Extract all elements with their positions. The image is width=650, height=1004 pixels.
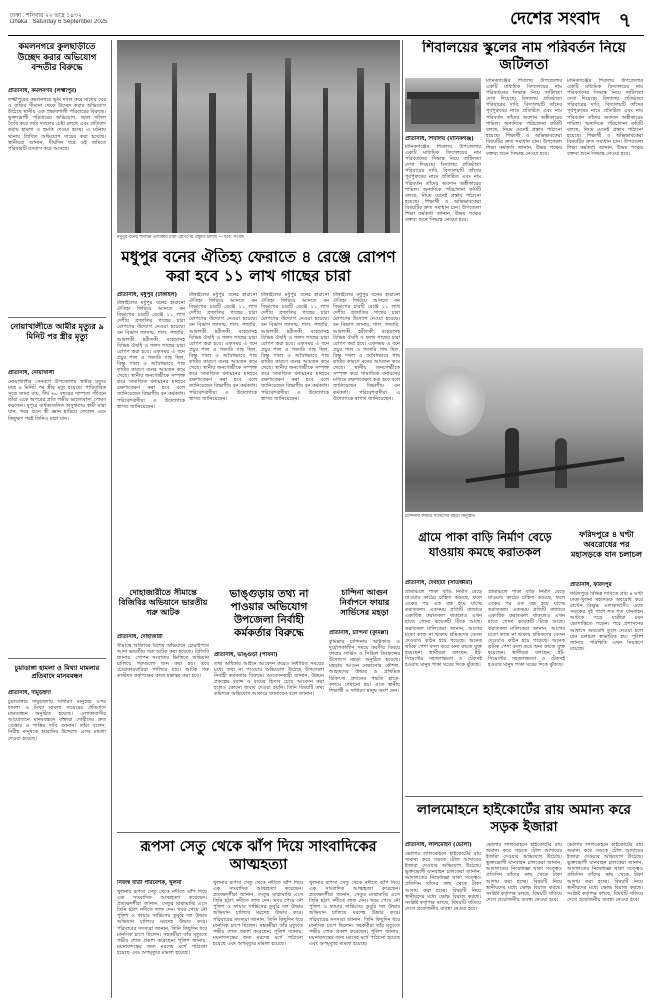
body-col-3: মানিকগঞ্জের শিবালয় উপজেলার একটি মাধ্যমিক বিদ্যালয়ের নাম পরিবর্তনের সিদ্ধান্ত নিয়ে জটিলতা দেখা দিয়েছে। বিদ্যালয় প্রতিষ্ঠাতা পরিবারের দাবি, বিদ্যালয়টি তাঁদের পূর্বপুরুষের নামে প্রতিষ্ঠিত এবং নাম পরিবর্তন তাঁদের অবদান অস্বীকারের শামিল। অন্যদিকে পরিচালনা কমিটি বলছে, নিয়ম মেনেই প্রস্তাব পাঠানো হয়েছে। শিক্ষার্থী ও অভিভাবকেরা বিষয়টির দ্রুত সমাধান চান। উপজেলা শিক্ষা কর্মকর্তা জানান, উভয় পক্ষের বক্তব্য শুনে সিদ্ধান্ত নেওয়া হবে। <box>567 78 643 158</box>
headline: ফরিদপুরে ৪ ঘণ্টা অবরোধের পর মহাসড়কে যান চলাচল <box>571 530 642 559</box>
body: চুয়াডাঙ্গার দামুড়হুদায় সাধারণ মানুষের ওপর হামলা ও মিথ্যা মামলা দায়েরের প্রতিবাদে মানববন্ধন অনুষ্ঠিত হয়েছে। এলাকাবাসীর আয়োজনে মানববন্ধনে বক্তারা দোষীদের দ্রুত গ্রেপ্তার ও শাস্তির দাবি জানান। তাঁরা বলেন, নিরীহ মানুষকে হয়রানির উদ্দেশ্যে এসব মামলা দেওয়া হয়েছে। <box>8 699 106 742</box>
masthead-rule <box>8 35 644 36</box>
body-col-2: খুলনার রূপসা সেতু থেকে নদীতে ঝাঁপ দিয়ে এক সাংবাদিক আত্মহত্যা করেছেন। প্রত্যক্ষদর্শীরা জানান, সেতুর মাঝামাঝি এসে তিনি হঠাৎ নদীতে লাফ দেন। খবর পেয়ে নৌ পুলিশ ও ফায়ার সার্ভিসের ডুবুরি দল উদ্ধার অভিযান চালিয়ে মরদেহ উদ্ধার করে। পরিবারের সদস্যরা জানান, তিনি কিছুদিন ধরে মানসিক চাপে ছিলেন। সহকর্মীরা তাঁর মৃত্যুতে গভীর শোক প্রকাশ করেছেন। পুলিশ জানায়, ময়নাতদন্তের জন্য মরদেহ মর্গে পাঠানো হয়েছে এবং অপমৃত্যুর মামলা হয়েছে। <box>213 880 303 947</box>
body: লক্ষ্মীপুরের কমলনগরে ভূমি দখল করে মাছের ঘের ও বাড়ির সীমানা থেকে উচ্ছেদ করার অভিযোগ উঠেছে স্থানীয় এক প্রভাবশালী পরিবারের বিরুদ্ধে। ভুক্তভোগী পরিবারের অভিযোগ, জাল দলিল তৈরি করে জমি দখলের চেষ্টা চলছে এবং প্রতিবাদ করায় হামলা ও হুমকি দেওয়া হচ্ছে। এ ঘটনায় থানায় লিখিত অভিযোগ দায়ের করা হয়েছে। স্থানীয়রা জানান, দীর্ঘদিন ধরে ওই জমিতে পরিবারটি বসবাস করে আসছে। <box>8 97 106 152</box>
body-col-4: টাঙ্গাইলের মধুপুর বনের হারানো ঐতিহ্য ফিরিয়ে আনতে বন বিভাগের চারটি রেঞ্জে ১১ লাখ দেশীয় প্রজাতির গাছের চারা রোপণের উদ্যোগ নেওয়া হয়েছে। বন বিভাগ জানায়, শাল, গজারি, আমলকী, হরীতকী, বহেড়াসহ বিভিন্ন ঔষধি ও ফলদ গাছের চারা রোপণ করা হবে। একসময় এ বনে প্রচুর শাল ও গজারি গাছ ছিল, কিন্তু দখল ও অবৈধভাবে গাছ কাটার কারণে বনের আয়তন কমে গেছে। স্থানীয় জনগোষ্ঠীকে সম্পৃক্ত করে সামাজিক বনায়নের মাধ্যমে রক্ষণাবেক্ষণ করা হবে বলে জানিয়েছেন বিভাগীয় বন কর্মকর্তা। পরিবেশবাদীরা এ উদ্যোগকে স্বাগত জানিয়েছেন। <box>333 292 400 402</box>
headline: চুয়াডাঙ্গা হামলা ও মিথ্যা মামলার প্রতিবাদে মানববন্ধন <box>14 664 100 681</box>
tree <box>385 83 390 233</box>
tree <box>209 93 216 233</box>
body-col-3: টাঙ্গাইলের মধুপুর বনের হারানো ঐতিহ্য ফিরিয়ে আনতে বন বিভাগের চারটি রেঞ্জে ১১ লাখ দেশীয় প্রজাতির গাছের চারা রোপণের উদ্যোগ নেওয়া হয়েছে। বন বিভাগ জানায়, শাল, গজারি, আমলকী, হরীতকী, বহেড়াসহ বিভিন্ন ঔষধি ও ফলদ গাছের চারা রোপণ করা হবে। একসময় এ বনে প্রচুর শাল ও গজারি গাছ ছিল, কিন্তু দখল ও অবৈধভাবে গাছ কাটার কারণে বনের আয়তন কমে গেছে। স্থানীয় জনগোষ্ঠীকে সম্পৃক্ত করে সামাজিক বনায়নের মাধ্যমে রক্ষণাবেক্ষণ করা হবে বলে জানিয়েছেন বিভাগীয় বন কর্মকর্তা। পরিবেশবাদীরা এ উদ্যোগকে স্বাগত জানিয়েছেন। <box>261 292 329 402</box>
madhupur-caption: মধুপুর বনের শালবন এলাকায় চারা রোপণের প্রস্তুতি চলছে — ছবি: সংবাদ <box>117 235 245 240</box>
story-madhupur <box>117 248 400 583</box>
hose <box>466 457 625 483</box>
dateline: প্রতিনিধি, নোয়াখালী <box>8 370 55 376</box>
headline: নোয়াখালীতে আমীর মৃত্যুর ৯ মিনিট পর স্ত্রীর মৃত্যু <box>10 322 104 341</box>
divider <box>8 658 106 659</box>
firefighter <box>555 438 567 488</box>
foliage <box>117 40 400 100</box>
column-rule <box>402 40 403 998</box>
headline: কমলনগরে কুলছাড়ীতে উচ্ছেদ করার অভিযোগ বন্দতীর বিরুদ্ধে <box>17 42 97 73</box>
body-col-1: খুলনার রূপসা সেতু থেকে নদীতে ঝাঁপ দিয়ে এক সাংবাদিক আত্মহত্যা করেছেন। প্রত্যক্ষদর্শীরা জানান, সেতুর মাঝামাঝি এসে তিনি হঠাৎ নদীতে লাফ দেন। খবর পেয়ে নৌ পুলিশ ও ফায়ার সার্ভিসের ডুবুরি দল উদ্ধার অভিযান চালিয়ে মরদেহ উদ্ধার করে। পরিবারের সদস্যরা জানান, তিনি কিছুদিন ধরে মানসিক চাপে ছিলেন। সহকর্মীরা তাঁর মৃত্যুতে গভীর শোক প্রকাশ করেছেন। পুলিশ জানায়, ময়নাতদন্তের জন্য মরদেহ মর্গে পাঠানো হয়েছে এবং অপমৃত্যুর মামলা হয়েছে। <box>117 889 207 956</box>
divider <box>405 796 643 797</box>
dateline: প্রতিনিধি, মধুপুর (টাঙ্গাইল) <box>117 292 177 298</box>
body-col-3: ভোলার লালমোহনে হাইকোর্টের রায় অমান্য করে সড়কে টোল আদায়ের ইজারা দেওয়ার অভিযোগ উঠেছে। ভুক্তভোগী যানবাহন চালকেরা জানান, আদালতের নিষেধাজ্ঞা থাকা সত্ত্বেও প্রতিদিন তাঁদের কাছ থেকে টাকা আদায় করা হচ্ছে। বিষয়টি নিয়ে স্থানীয়দের মধ্যে ক্ষোভ বিরাজ করছে। সংশ্লিষ্ট কর্তৃপক্ষ বলছে, বিষয়টি খতিয়ে দেখে প্রয়োজনীয় ব্যবস্থা নেওয়া হবে। <box>567 842 643 903</box>
firefighter <box>505 428 519 488</box>
story-noakhali <box>8 322 106 655</box>
water-spray <box>425 366 485 436</box>
story-village-housing <box>405 530 565 740</box>
body-col-1: গ্রামাঞ্চলে পাকা বাড়ি নির্মাণ বেড়ে যাওয়ায় কাঠের চাহিদা কমেছে, ফলে একের পর এক বন্ধ হয়ে যাচ্ছে করাতকল। একসময় প্রতিটি বাজারে একাধিক করাতকল থাকলেও এখন হাতে গোনা কয়েকটি টিকে আছে। করাতকল মালিকেরা জানান, আগের মতো কাজ না থাকায় শ্রমিকদের বেতন দেওয়াও কঠিন হয়ে পড়েছে। অনেক শ্রমিক পেশা বদল করে অন্য কাজে যুক্ত হয়েছেন। স্থানীয়রা বলছেন, ইট-সিমেন্টের সহজলভ্যতা ও টেকসই হওয়ায় মানুষ পাকা ঘরের দিকে ঝুঁকছে। <box>405 589 482 669</box>
dateline: প্রতিনিধি, ফরিদপুর <box>570 582 612 588</box>
body-col-3: খুলনার রূপসা সেতু থেকে নদীতে ঝাঁপ দিয়ে এক সাংবাদিক আত্মহত্যা করেছেন। প্রত্যক্ষদর্শীরা জানান, সেতুর মাঝামাঝি এসে তিনি হঠাৎ নদীতে লাফ দেন। খবর পেয়ে নৌ পুলিশ ও ফায়ার সার্ভিসের ডুবুরি দল উদ্ধার অভিযান চালিয়ে মরদেহ উদ্ধার করে। পরিবারের সদস্যরা জানান, তিনি কিছুদিন ধরে মানসিক চাপে ছিলেন। সহকর্মীরা তাঁর মৃত্যুতে গভীর শোক প্রকাশ করেছেন। পুলিশ জানায়, ময়নাতদন্তের জন্য মরদেহ মর্গে পাঠানো হয়েছে এবং অপমৃত্যুর মামলা হয়েছে। <box>309 880 400 947</box>
body-col-1: ভোলার লালমোহনে হাইকোর্টের রায় অমান্য করে সড়কে টোল আদায়ের ইজারা দেওয়ার অভিযোগ উঠেছে। ভুক্তভোগী যানবাহন চালকেরা জানান, আদালতের নিষেধাজ্ঞা থাকা সত্ত্বেও প্রতিদিন তাঁদের কাছ থেকে টাকা আদায় করা হচ্ছে। বিষয়টি নিয়ে স্থানীয়দের মধ্যে ক্ষোভ বিরাজ করছে। সংশ্লিষ্ট কর্তৃপক্ষ বলছে, বিষয়টি খতিয়ে দেখে প্রয়োজনীয় ব্যবস্থা নেওয়া হবে। <box>405 851 481 912</box>
divider <box>8 317 106 318</box>
body-col-2: মানিকগঞ্জের শিবালয় উপজেলার একটি মাধ্যমিক বিদ্যালয়ের নাম পরিবর্তনের সিদ্ধান্ত নিয়ে জটিলতা দেখা দিয়েছে। বিদ্যালয় প্রতিষ্ঠাতা পরিবারের দাবি, বিদ্যালয়টি তাঁদের পূর্বপুরুষের নামে প্রতিষ্ঠিত এবং নাম পরিবর্তন তাঁদের অবদান অস্বীকারের শামিল। অন্যদিকে পরিচালনা কমিটি বলছে, নিয়ম মেনেই প্রস্তাব পাঠানো হয়েছে। শিক্ষার্থী ও অভিভাবকেরা বিষয়টির দ্রুত সমাধান চান। উপজেলা শিক্ষা কর্মকর্তা জানান, উভয় পক্ষের বক্তব্য শুনে সিদ্ধান্ত নেওয়া হবে। <box>486 78 562 158</box>
body: সীমান্তে বিজিবির বিশেষ অভিযানে চোরাইপথে আনা ভারতীয় গরু আটক করা হয়েছে। বিজিবি জানায়, গোপন সংবাদের ভিত্তিতে অভিযান চালিয়ে গরুগুলো জব্দ করা হয়। তবে চোরাকারবারিরা পালিয়ে যায়। আটক গরু কাস্টমস কর্তৃপক্ষের কাছে হস্তান্তর করা হবে। <box>117 643 209 680</box>
story-faridpur <box>570 530 643 790</box>
dateline: প্রতিনিধি, লালমোহন (ভোলা) <box>405 842 472 848</box>
dateline: প্রতিনিধি, ভাঙ্গুড়া (পাবনা) <box>214 652 278 658</box>
story-border-cattle <box>117 588 209 818</box>
dateline: প্রতিনিধি, চান্দিনা (কুমিল্লা) <box>329 630 389 636</box>
headline: মধুপুর বনের ঐতিহ্য ফেরাতে ৪ রেঞ্জে রোপণ করা হবে ১১ লাখ গাছের চারা <box>121 248 396 285</box>
dateline: প্রতিনিধি, দেবহাটা (সাতক্ষীরা) <box>405 580 473 586</box>
story-lalmohan <box>405 802 643 998</box>
dateline: প্রতিনিধি, দামুড়হুদা <box>8 690 51 696</box>
headline: ভাঙ্গুড়ায় তথ্য না পাওয়ার অভিযোগ উপজেলা নির্বাহী কর্মকর্তার বিরুদ্ধে <box>229 588 309 639</box>
madhupur-photo <box>117 40 400 233</box>
masthead <box>8 6 644 34</box>
headline: রূপসা সেতু থেকে ঝাঁপ দিয়ে সাংবাদিকের আত্মহত্যা <box>140 839 377 873</box>
story-fire-service <box>329 588 400 728</box>
dateline: প্রতিনিধি, কমলনগর (লক্ষ্মীপুর) <box>8 88 77 94</box>
body-col-1: টাঙ্গাইলের মধুপুর বনের হারানো ঐতিহ্য ফিরিয়ে আনতে বন বিভাগের চারটি রেঞ্জে ১১ লাখ দেশীয় প্রজাতির গাছের চারা রোপণের উদ্যোগ নেওয়া হয়েছে। বন বিভাগ জানায়, শাল, গজারি, আমলকী, হরীতকী, বহেড়াসহ বিভিন্ন ঔষধি ও ফলদ গাছের চারা রোপণ করা হবে। একসময় এ বনে প্রচুর শাল ও গজারি গাছ ছিল, কিন্তু দখল ও অবৈধভাবে গাছ কাটার কারণে বনের আয়তন কমে গেছে। স্থানীয় জনগোষ্ঠীকে সম্পৃক্ত করে সামাজিক বনায়নের মাধ্যমে রক্ষণাবেক্ষণ করা হবে বলে জানিয়েছেন বিভাগীয় বন কর্মকর্তা। পরিবেশবাদীরা এ উদ্যোগকে স্বাগত জানিয়েছেন। <box>117 300 185 410</box>
school-building <box>411 98 475 124</box>
school-photo <box>405 78 481 132</box>
story-election-officer <box>214 588 324 828</box>
fire-service-photo <box>405 348 643 512</box>
fire-service-caption: চান্দিনায় ফায়ার সার্ভিসের মহড়া অনুষ্ঠিত <box>405 514 476 519</box>
body-col-2: ভোলার লালমোহনে হাইকোর্টের রায় অমান্য করে সড়কে টোল আদায়ের ইজারা দেওয়ার অভিযোগ উঠেছে। ভুক্তভোগী যানবাহন চালকেরা জানান, আদালতের নিষেধাজ্ঞা থাকা সত্ত্বেও প্রতিদিন তাঁদের কাছ থেকে টাকা আদায় করা হচ্ছে। বিষয়টি নিয়ে স্থানীয়দের মধ্যে ক্ষোভ বিরাজ করছে। সংশ্লিষ্ট কর্তৃপক্ষ বলছে, বিষয়টি খতিয়ে দেখে প্রয়োজনীয় ব্যবস্থা নেওয়া হবে। <box>486 842 562 903</box>
headline: গ্রামে পাকা বাড়ি নির্মাণ বেড়ে যাওয়ায় কমছে করাতকল <box>418 530 552 559</box>
body-col-2: গ্রামাঞ্চলে পাকা বাড়ি নির্মাণ বেড়ে যাওয়ায় কাঠের চাহিদা কমেছে, ফলে একের পর এক বন্ধ হয়ে যাচ্ছে করাতকল। একসময় প্রতিটি বাজারে একাধিক করাতকল থাকলেও এখন হাতে গোনা কয়েকটি টিকে আছে। করাতকল মালিকেরা জানান, আগের মতো কাজ না থাকায় শ্রমিকদের বেতন দেওয়াও কঠিন হয়ে পড়েছে। অনেক শ্রমিক পেশা বদল করে অন্য কাজে যুক্ত হয়েছেন। স্থানীয়রা বলছেন, ইট-সিমেন্টের সহজলভ্যতা ও টেকসই হওয়ায় মানুষ পাকা ঘরের দিকে ঝুঁকছে। <box>488 589 565 669</box>
body: কুমিল্লার চান্দিনায় অগ্নিকাণ্ড ও দুর্যোগকালীন সময়ে করণীয় বিষয়ে ফায়ার সার্ভিস ও সিভিল ডিফেন্সের উদ্যোগে মহড়া অনুষ্ঠিত হয়েছে। মহড়ায় আগুন নেভানোর কৌশল, আহতদের উদ্ধার ও প্রাথমিক চিকিৎসা প্রদানের পদ্ধতি হাতে-কলমে দেখানো হয়। এতে স্থানীয় শিক্ষার্থী ও সাধারণ মানুষ অংশ নেন। <box>329 639 400 694</box>
masthead-date-bn: ঢাকা : শনিবার ২২ ভাদ্র ১৪৩২ <box>10 13 82 19</box>
body-col-2: টাঙ্গাইলের মধুপুর বনের হারানো ঐতিহ্য ফিরিয়ে আনতে বন বিভাগের চারটি রেঞ্জে ১১ লাখ দেশীয় প্রজাতির গাছের চারা রোপণের উদ্যোগ নেওয়া হয়েছে। বন বিভাগ জানায়, শাল, গজারি, আমলকী, হরীতকী, বহেড়াসহ বিভিন্ন ঔষধি ও ফলদ গাছের চারা রোপণ করা হবে। একসময় এ বনে প্রচুর শাল ও গজারি গাছ ছিল, কিন্তু দখল ও অবৈধভাবে গাছ কাটার কারণে বনের আয়তন কমে গেছে। স্থানীয় জনগোষ্ঠীকে সম্পৃক্ত করে সামাজিক বনায়নের মাধ্যমে রক্ষণাবেক্ষণ করা হবে বলে জানিয়েছেন বিভাগীয় বন কর্মকর্তা। পরিবেশবাদীরা এ উদ্যোগকে স্বাগত জানিয়েছেন। <box>189 292 257 402</box>
body: নোয়াখালীর সেনবাগ উপজেলায় স্বামীর মৃত্যুর মাত্র ৯ মিনিট পর স্ত্রীর মৃত্যু হয়েছে। পারিবারিক সূত্রে জানা যায়, দীর্ঘ ৬০ বছরের দাম্পত্য জীবনে তাঁরা একে অপরের প্রতি গভীর ভালোবাসা পোষণ করতেন। দুপুরে বার্ধক্যজনিত অসুস্থতায় স্বামী মারা যান, খবর শুনে স্ত্রী জ্ঞান হারিয়ে ফেলেন এবং কিছুক্ষণ পরই তিনিও মারা যান। <box>8 379 106 422</box>
story-school-rename <box>405 40 643 342</box>
dateline: নিজস্ব বার্তা পরিবেশক, খুলনা <box>117 880 182 886</box>
body: ফরিদপুরে বিভিন্ন দাবিতে প্রায় ৪ ঘণ্টা ঢাকা-খুলনা মহাসড়ক অবরোধ করে রাখেন বিক্ষুব্ধ এলাকাবাসী। এতে সড়কের দুই পাশে শত শত যানবাহন আটকে পড়ে যাত্রীরা চরম ভোগান্তিতে পড়েন। পরে প্রশাসনের আশ্বাসে অবরোধ তুলে নেওয়া হলে যান চলাচল স্বাভাবিক হয়। পুলিশ জানায়, পরিস্থিতি এখন নিয়ন্ত্রণে রয়েছে। <box>570 591 643 652</box>
story-kamalnagar <box>8 42 106 314</box>
divider <box>117 832 400 833</box>
tree <box>135 83 141 233</box>
section-title: দেশের সংবাদ <box>510 9 600 29</box>
headline: লালমোহনে হাইকোর্টের রায় অমান্য করে সড়ক ইজারা <box>417 802 631 835</box>
story-chuadanga <box>8 664 106 998</box>
body-col-1: মানিকগঞ্জের শিবালয় উপজেলার একটি মাধ্যমিক বিদ্যালয়ের নাম পরিবর্তনের সিদ্ধান্ত নিয়ে জটিলতা দেখা দিয়েছে। বিদ্যালয় প্রতিষ্ঠাতা পরিবারের দাবি, বিদ্যালয়টি তাঁদের পূর্বপুরুষের নামে প্রতিষ্ঠিত এবং নাম পরিবর্তন তাঁদের অবদান অস্বীকারের শামিল। অন্যদিকে পরিচালনা কমিটি বলছে, নিয়ম মেনেই প্রস্তাব পাঠানো হয়েছে। শিক্ষার্থী ও অভিভাবকেরা বিষয়টির দ্রুত সমাধান চান। উপজেলা শিক্ষা কর্মকর্তা জানান, উভয় পক্ষের বক্তব্য শুনে সিদ্ধান্ত নেওয়া হবে। <box>405 144 481 224</box>
story-rupsha-bridge <box>117 838 400 998</box>
headline: দোহাজারীতে সীমান্তে বিজিবির অভিযানে ভারতীয় গরু আটক <box>118 588 208 617</box>
tree <box>323 88 328 233</box>
page-number: ৭ <box>618 8 632 32</box>
column-rule <box>111 40 112 998</box>
dateline: প্রতিনিধি, শিবালয় (মানিকগঞ্জ) <box>405 136 474 142</box>
masthead-date-en: Dhaka : Saturday 6 September 2025 <box>10 19 108 25</box>
headline: চান্দিনা আগুন নির্বাপনে ফায়ার সার্ভিসের মহড়া <box>339 588 390 617</box>
school-roof <box>407 92 479 99</box>
body: তথ্য অধিকার আইনে আবেদন করেও নির্ধারিত সময়ের মধ্যে তথ্য না পাওয়ার অভিযোগ উঠেছে উপজেলা নির্বাহী কর্মকর্তার বিরুদ্ধে। আবেদনকারী জানান, উন্নয়ন প্রকল্পের বরাদ্দ ও ব্যয়ের হিসাব চেয়ে আবেদন করা হলেও কোনো জবাব দেওয়া হয়নি। তিনি বিষয়টি তথ্য কমিশনে অভিযোগ আকারে জানাবেন বলে জানান। <box>214 661 324 698</box>
dateline: প্রতিনিধি, দোহাজারী <box>117 634 163 640</box>
headline: শিবালয়ের স্কুলের নাম পরিবর্তন নিয়ে জটিলতা <box>422 40 626 73</box>
